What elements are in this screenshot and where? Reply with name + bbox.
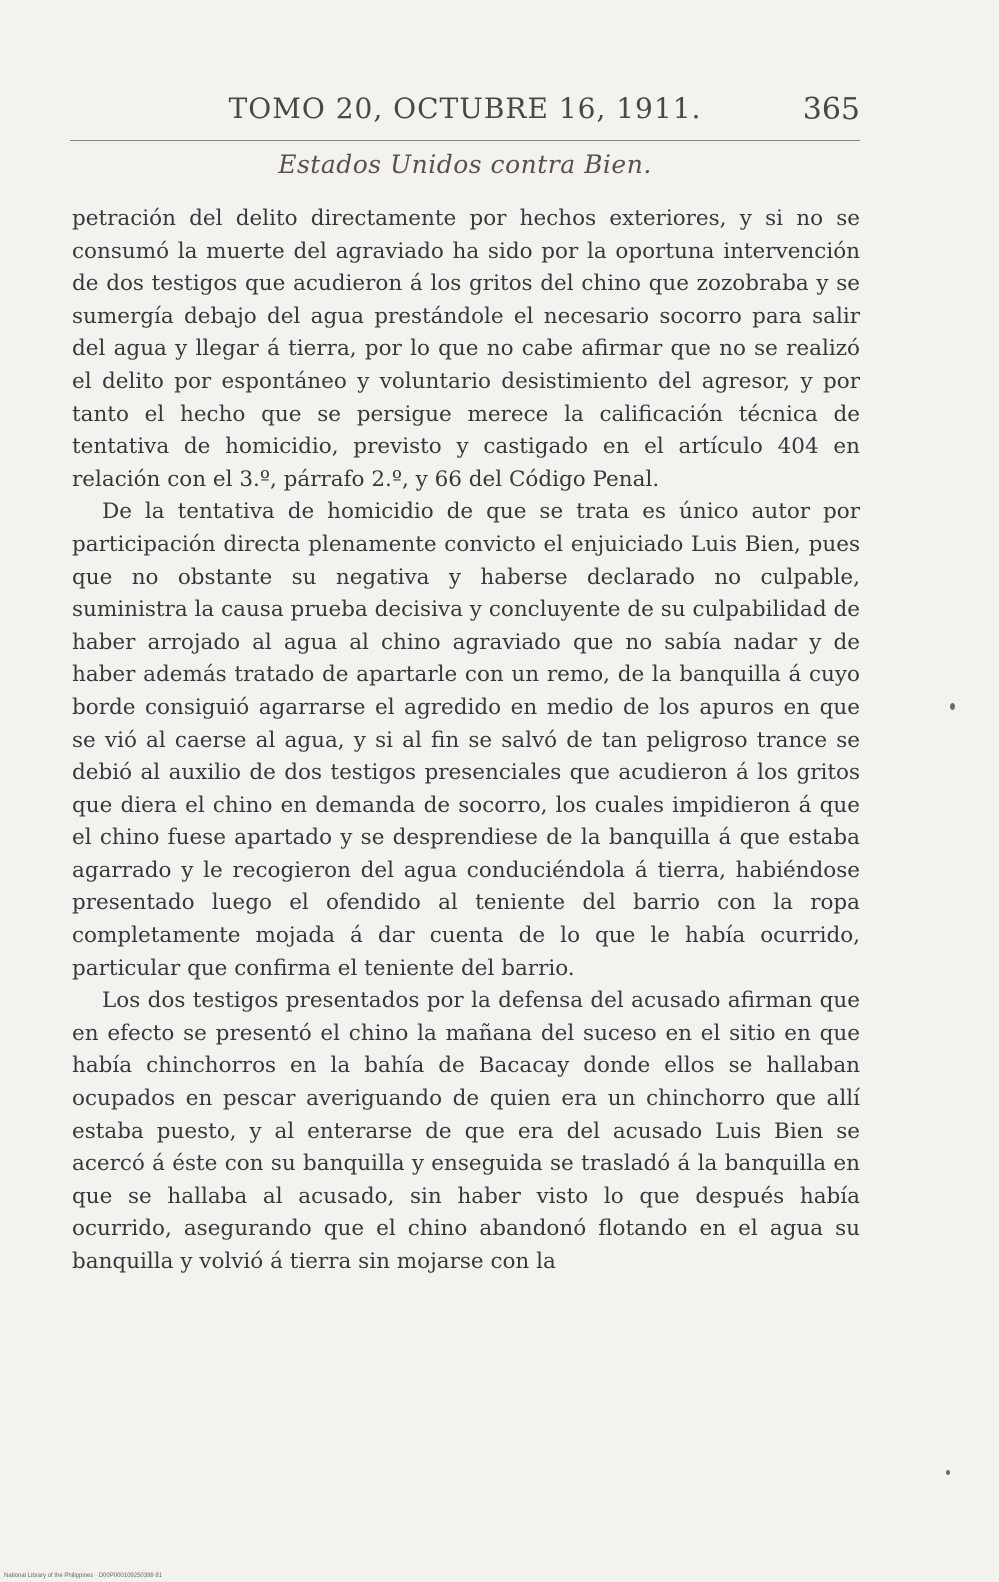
running-head <box>70 92 860 134</box>
running-title: TOMO 20, OCTUBRE 16, 1911. <box>228 92 702 125</box>
paragraph: De la tentativa de homicidio de que se trata es único autor por participación directa plenamente convicto el enjuiciado Luis Bien, pues que no obstante su negativa y haberse declarado no culpable, suministra la causa prueba decisiva y concluyente de su culpabilidad de haber arrojado al agua al chino agraviado que no sabía nadar y de haber además tratado de apartarle con un remo, de la banquilla á cuyo borde consiguió agarrarse el agredido en medio de los apuros en que se vió al caerse al agua, y si al fin se salvó de tan peligroso trance se debió al auxilio de dos testigos presenciales que acudieron á los gritos que diera el chino en demanda de socorro, los cuales impidieron á que el chino fuese apartado y se desprendiese de la banquilla á que estaba agarrado y le recogieron del agua conduciéndola á tierra, habiéndose presentado luego el ofendido al teniente del barrio con la ropa completamente mojada á dar cuenta de lo que le había ocurrido, particular que confirma el teniente del barrio. <box>72 499 860 981</box>
paragraph-continuation: petración del delito directamente por hechos exteriores, y si no se consumó la muerte del agraviado ha sido por la oportuna intervención de dos testigos que acudieron á los gritos del chino que zozobraba y se sumergía debajo del agua prestándole el necesario socorro para salir del agua y llegar á tierra, por lo que no cabe afirmar que no se realizó el delito por espontáneo y voluntario desistimiento del agresor, y por tanto el hecho que se persigue merece la calificación técnica de tentativa de homicidio, previsto y castigado en el artículo 404 en relación con el 3.º, párrafo 2.º, y 66 del Código Penal. <box>72 206 860 492</box>
page-number: 365 <box>802 92 860 127</box>
header-rule <box>70 140 860 141</box>
scan-speck <box>946 1470 950 1475</box>
scan-credit: National Library of the Philippines · D00P000109250399 81 <box>4 1573 163 1579</box>
scan-speck <box>950 703 955 710</box>
body-text <box>72 203 860 1279</box>
case-title: Estados Unidos contra Bien. <box>278 150 652 179</box>
paragraph: Los dos testigos presentados por la defensa del acusado afirman que en efecto se presentó el chino la mañana del suceso en el sitio en que había chinchorros en la bahía de Bacacay donde ellos se hallaban ocupados en pescar averiguando de quien era un chinchorro que allí estaba puesto, y al enterarse de que era del acusado Luis Bien se acercó á éste con su banquilla y enseguida se trasladó á la banquilla en que se hallaba al acusado, sin haber visto lo que después había ocurrido, asegurando que el chino abandonó flotando en el agua su banquilla y volvió á tierra sin mojarse con la <box>72 988 860 1274</box>
